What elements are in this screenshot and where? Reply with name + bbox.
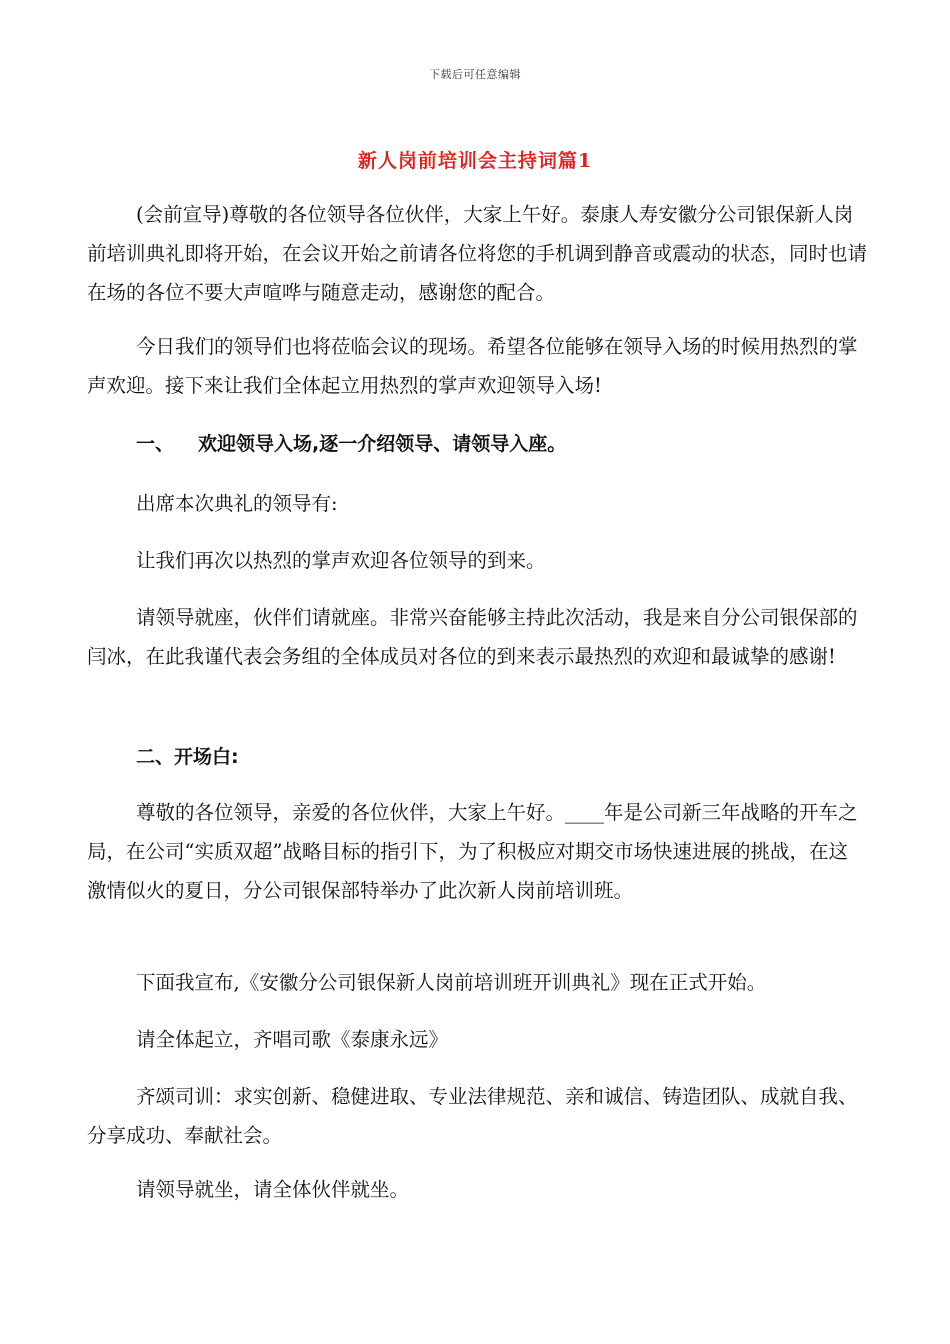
paragraph-company-song: 请全体起立，齐唱司歌《泰康永远》 [136,1028,449,1051]
document-title: 新人岗前培训会主持词篇1 [357,150,593,172]
paragraph-opening-speech: 尊敬的各位领导，亲爱的各位伙伴，大家上午好。____年是公司新三年战略的开车之局，在公司“实质双超”战略目标的指引下，为了积极应对期交市场快速进展的挑战，在这激情似火的夏日，分公司银保部特举办了此次新人岗前培训班。 [87,801,858,902]
section-heading-1 [87,425,867,464]
paragraph-applause-again: 让我们再次以热烈的掌声欢迎各位领导的到来。 [136,549,546,572]
paragraph-company-motto: 齐颂司训：求实创新、稳健进取、专业法律规范、亲和诚信、铸造团队、成就自我、分享成功、奉献社会。 [87,1085,858,1147]
paragraph-ceremony-start: 下面我宣布,《安徽分公司银保新人岗前培训班开训典礼》现在正式开始。 [136,971,767,994]
paragraph-welcome-leaders: 今日我们的领导们也将莅临会议的现场。希望各位能够在领导入场的时候用热烈的掌声欢迎。接下来让我们全体起立用热烈的掌声欢迎领导入场! [87,335,858,397]
header-note: 下载后可任意编辑 [429,68,521,81]
section-heading-2: 二、开场白: [136,746,239,768]
paragraph-opening-notice: (会前宣导)尊敬的各位领导各位伙伴，大家上午好。泰康人寿安徽分公司银保新人岗前培训典礼即将开始，在会议开始之前请各位将您的手机调到静音或震动的状态，同时也请在场的各位不要大声喧哗与随意走动，感谢您的配合。 [87,203,868,304]
paragraph-host-introduction: 请领导就座，伙伴们请就座。非常兴奋能够主持此次活动，我是来自分公司银保部的闫冰，在此我谨代表会务组的全体成员对各位的到来表示最热烈的欢迎和最诚挚的感谢! [87,606,858,668]
section-heading-1-number: 一、 [136,433,175,455]
paragraph-please-be-seated: 请领导就坐，请全体伙伴就坐。 [136,1178,410,1201]
section-heading-1-text: 欢迎领导入场,逐一介绍领导、请领导入座。 [198,433,567,455]
paragraph-attending-leaders: 出席本次典礼的领导有: [136,492,338,515]
